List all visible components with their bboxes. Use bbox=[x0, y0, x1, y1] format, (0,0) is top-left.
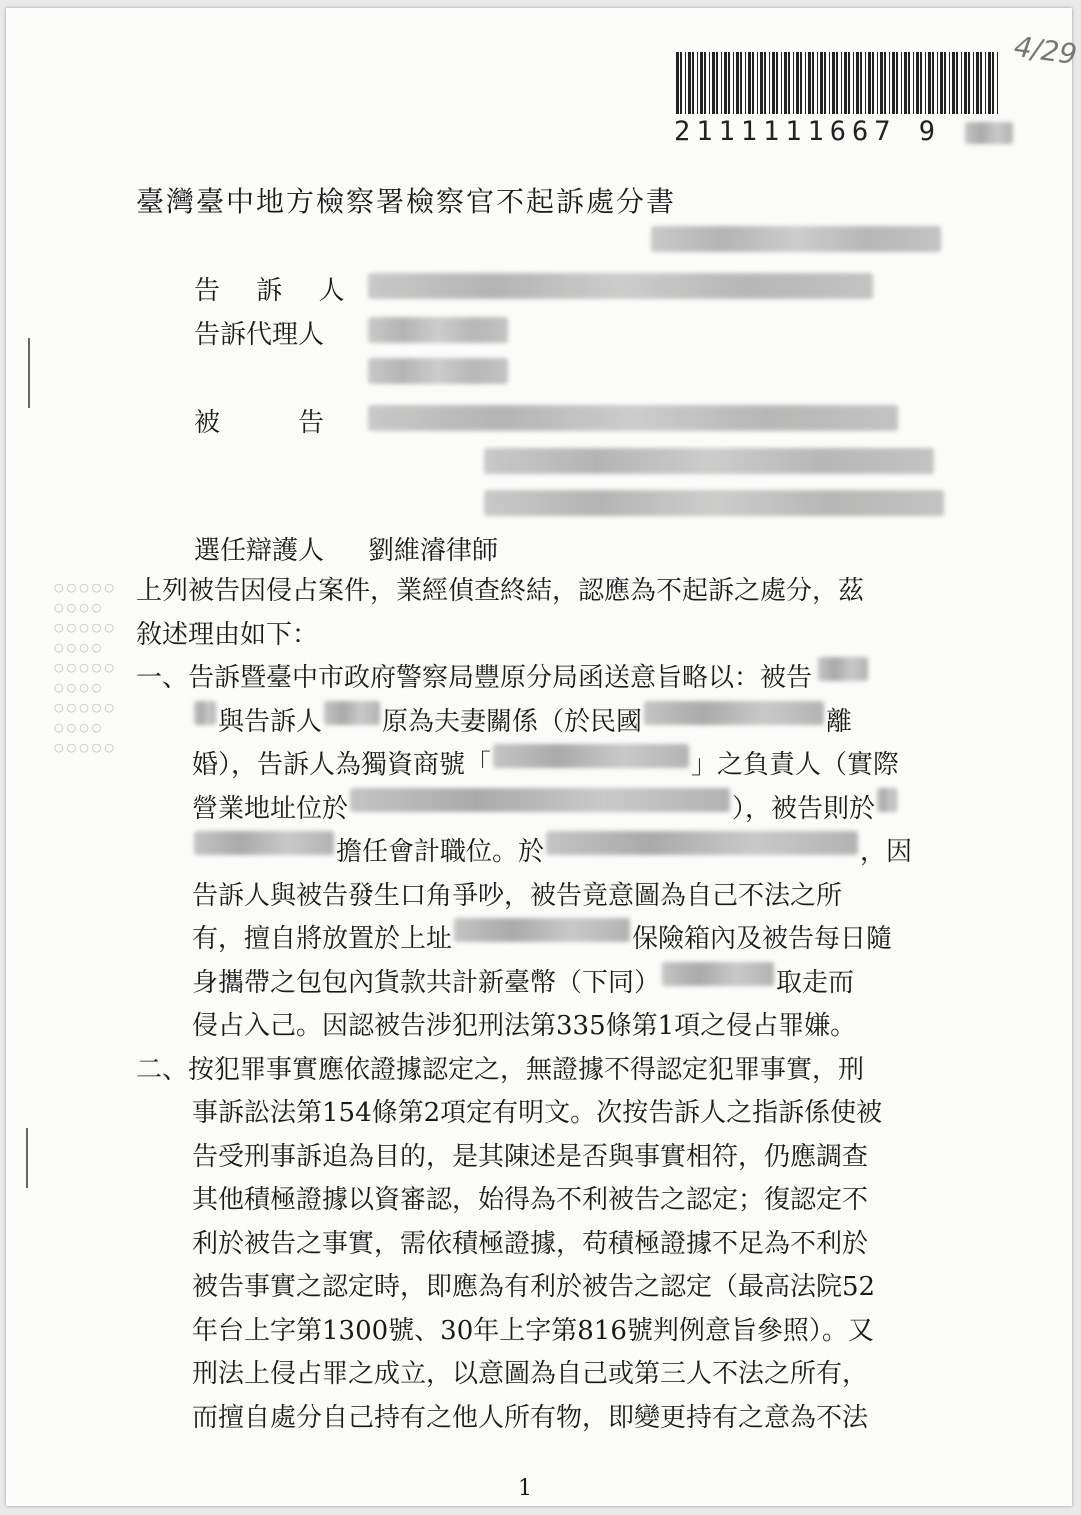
document-page bbox=[6, 8, 1079, 1506]
handwritten-date: 4/29 bbox=[1012, 29, 1079, 72]
section-2-line: 利於被告之事實，需依積極證據，苟積極證據不足為不利於 bbox=[192, 1228, 869, 1259]
section-1-line: 侵占入己。因認被告涉犯刑法第335條第1項之侵占罪嫌。 bbox=[192, 1011, 857, 1041]
intro-line: 敘述理由如下： bbox=[136, 619, 319, 650]
redacted-case-number bbox=[651, 226, 941, 252]
barcode bbox=[676, 52, 1001, 114]
document-body bbox=[136, 570, 946, 1440]
scan-dots: ○○○○○ ○○○○ ○○○○○ ○○○○ ○○○○○ ○○○○ ○○○○○ ○○○○ ○○○○○ bbox=[54, 581, 117, 754]
defender-label: 選任辯護人 bbox=[194, 536, 325, 566]
section-1-line: 」之負責人（實際 bbox=[691, 750, 900, 780]
section-1-line: 營業地址位於 bbox=[192, 793, 349, 824]
section-1-line: 婚），告訴人為獨資商號「 bbox=[192, 750, 492, 780]
section-2-line: 年台上字第1300號、30年上字第816號判例意旨參照）。又 bbox=[192, 1315, 874, 1346]
section-1-line: 告訴人與被告發生口角爭吵，被告竟意圖為自己不法之所 bbox=[192, 880, 843, 911]
section-1-line: ，因 bbox=[860, 837, 913, 867]
redacted-defendant-2 bbox=[484, 448, 934, 474]
section-1-line: 身攜帶之包包內貨款共計新臺幣（下同） bbox=[192, 967, 661, 998]
section-2-line: 二、按犯罪事實應依證據認定之，無證據不得認定犯罪事實，刑 bbox=[136, 1054, 865, 1085]
section-2-line: 刑法上侵占罪之成立，以意圖為自己或第三人不法之所有， bbox=[192, 1359, 869, 1389]
redacted-complainant bbox=[368, 273, 873, 299]
redacted-agent-1 bbox=[368, 317, 508, 343]
section-1-line: 原為夫妻關係（於民國 bbox=[382, 706, 643, 737]
redacted-defendant-1 bbox=[368, 405, 898, 431]
section-1-line: 一、告訴暨臺中市政府警察局豐原分局函送意旨略以：被告 bbox=[136, 663, 813, 693]
section-2-line: 事訴訟法第154條第2項定有明文。次按告訴人之指訴係使被 bbox=[192, 1098, 883, 1128]
intro-line: 上列被告因侵占案件，業經偵查終結，認應為不起訴之處分，茲 bbox=[136, 576, 865, 606]
section-1-line: 有，擅自將放置於上址 bbox=[192, 924, 453, 954]
section-1-line: 保險箱內及被告每日隨 bbox=[632, 924, 893, 954]
redacted-agent-2 bbox=[368, 358, 508, 384]
page-number: 1 bbox=[518, 1476, 532, 1501]
section-2-line: 而擅自處分自己持有之他人所有物，即變更持有之意為不法 bbox=[192, 1402, 869, 1433]
section-1-line: 擔任會計職位。於 bbox=[336, 837, 545, 867]
defender-name: 劉維濬律師 bbox=[368, 536, 499, 566]
agent-label: 告訴代理人 bbox=[194, 320, 325, 350]
section-1-line: 取走而 bbox=[776, 967, 855, 998]
section-1-line: ），被告則於 bbox=[732, 793, 876, 824]
section-2-line: 告受刑事訴追為目的，是其陳述是否與事實相符，仍應調查 bbox=[192, 1141, 869, 1172]
section-1-line: 與告訴人 bbox=[218, 706, 323, 737]
redacted-defendant-3 bbox=[484, 490, 944, 516]
barcode-number: 2111111667 9 bbox=[674, 116, 1015, 147]
section-2-line: 被告事實之認定時，即應為有利於被告之認定（最高法院52 bbox=[192, 1272, 876, 1302]
scan-mark bbox=[26, 1128, 28, 1188]
complainant-label: 告 訴 人 bbox=[194, 276, 359, 306]
section-2-line: 其他積極證據以資審認，始得為不利被告之認定；復認定不 bbox=[192, 1185, 869, 1215]
defendant-label: 被 告 bbox=[194, 408, 325, 438]
page-title: 臺灣臺中地方檢察署檢察官不起訴處分書 bbox=[136, 185, 677, 218]
scan-mark bbox=[28, 338, 30, 408]
section-1-line: 離 bbox=[826, 706, 853, 737]
